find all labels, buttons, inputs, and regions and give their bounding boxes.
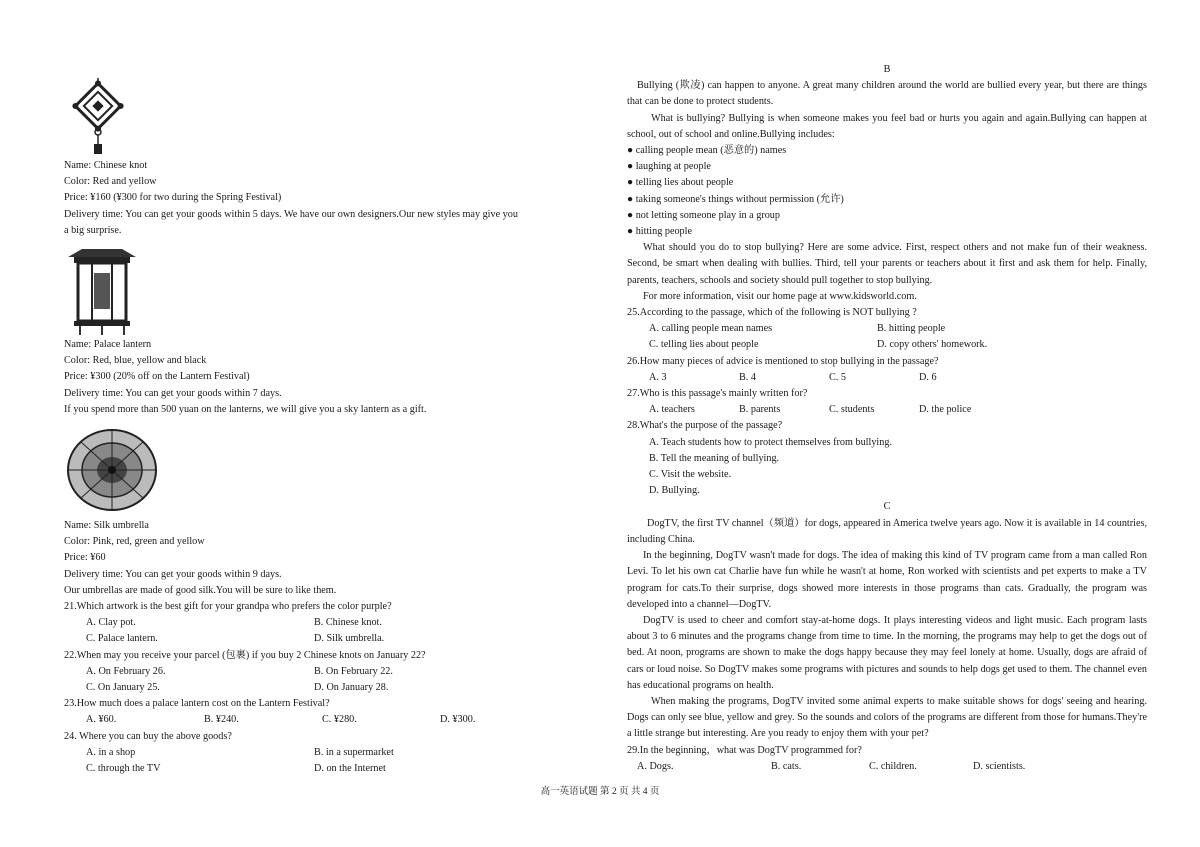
answer-option[interactable]: B. On February 22. xyxy=(314,665,393,677)
answer-option[interactable]: D. 6 xyxy=(919,371,937,383)
option-row xyxy=(627,370,1147,386)
answer-option[interactable]: B. 4 xyxy=(739,371,756,383)
item3-note: Our umbrellas are made of good silk.You will be sure to like them. xyxy=(64,584,337,596)
silk-umbrella-image xyxy=(64,418,164,518)
answer-option[interactable]: C. telling lies about people xyxy=(649,339,759,351)
passage-c-p2: In the beginning, DogTV wasn't made for dogs. The idea of making this kind of TV program came from a man called Ron Levi. To let his own cat Charlie have fun while he wasn't at home, Ron worked with scientists and pet experts to make a TV program for cats.To their surprise, dogs showed more interests in those programs than cats. Gradually, the program was developed into a channel—DogTV. xyxy=(627,550,1147,610)
question-stem: 26.How many pieces of advice is mentioned to stop bullying in the passage? xyxy=(627,355,939,367)
answer-option[interactable]: D. copy others' homework. xyxy=(877,339,988,351)
answer-option[interactable]: C. Palace lantern. xyxy=(86,633,158,645)
chinese-knot-image xyxy=(64,78,144,158)
page-footer: 高一英语试题 第 2 页 共 4 页 xyxy=(540,787,660,797)
item1-name: Name: Chinese knot xyxy=(64,160,148,171)
palace-lantern-image xyxy=(64,247,144,337)
item2-gift: If you spend more than 500 yuan on the lanterns, we will give you a sky lantern as a gift. xyxy=(64,403,427,415)
option-row xyxy=(64,615,564,631)
answer-option[interactable]: A. 3 xyxy=(649,371,667,383)
answer-option[interactable]: A. Clay pot. xyxy=(86,617,136,629)
answer-option[interactable]: D. Silk umbrella. xyxy=(314,633,385,645)
section-b-heading: B xyxy=(883,64,891,75)
passage-b-p2: What is bullying? Bullying is when someone makes you feel bad or hurts you again and again.Bullying can happen at school, out of school and online.Bullying includes: xyxy=(627,112,1147,140)
item1-delivery: Delivery time: You can get your goods within 5 days. We have our own designers.Our new styles may give you xyxy=(64,208,518,220)
question-stem: 28.What's the purpose of the passage? xyxy=(627,420,783,432)
answer-option[interactable]: A. On February 26. xyxy=(86,665,166,677)
answer-option[interactable]: C. ¥280. xyxy=(322,714,357,726)
option-row xyxy=(627,483,1147,499)
item3-name: Name: Silk umbrella xyxy=(64,520,149,532)
bullet-item: ● taking someone's things without permission (允许) xyxy=(627,193,844,205)
option-row xyxy=(627,337,1147,353)
bullet-item: ● calling people mean (恶意的) names xyxy=(627,145,787,157)
passage-b-p4: For more information, visit our home page at www.kidsworld.com. xyxy=(643,290,917,302)
q29-options xyxy=(627,759,1147,775)
option-row xyxy=(627,467,1147,483)
option-row xyxy=(627,402,1147,418)
answer-option[interactable]: B. ¥240. xyxy=(204,714,239,726)
item1-price: Price: ¥160 (¥300 for two during the Spring Festival) xyxy=(64,192,282,204)
right-column xyxy=(627,0,1147,775)
answer-option[interactable]: C. Visit the website. xyxy=(649,469,732,481)
item2-delivery: Delivery time: You can get your goods within 7 days. xyxy=(64,387,282,399)
answer-option[interactable]: A. in a shop xyxy=(86,746,136,758)
option-row xyxy=(64,631,564,647)
bullet-item: ● not letting someone play in a group xyxy=(627,209,780,221)
q29-option-a[interactable]: A. Dogs. xyxy=(637,760,674,772)
answer-option[interactable]: A. ¥60. xyxy=(86,714,117,726)
answer-option[interactable]: A. calling people mean names xyxy=(649,323,773,335)
questions-b xyxy=(627,305,1147,499)
passage-c-p3: DogTV is used to cheer and comfort stay-at-home dogs. It plays interesting videos and light music. Each program lasts about 3 to 6 minutes and the programs change from time to time. In the morning, the programs may help to get the dogs out of bed. At noon, programs are shown to make the dogs happy because they may feel lonely at home. Usually, dogs are afraid of cars or loud noise. So DogTV makes some programs with pictures and sounds to help dogs get used to them. The channel even has educational programs on health. xyxy=(627,614,1147,691)
answer-option[interactable]: B. Chinese knot. xyxy=(314,617,382,629)
item3-delivery: Delivery time: You can get your goods within 9 days. xyxy=(64,568,282,580)
bullet-item: ● telling lies about people xyxy=(627,177,734,189)
answer-option[interactable]: B. hitting people xyxy=(877,323,946,335)
left-questions xyxy=(64,599,564,777)
answer-option[interactable]: D. On January 28. xyxy=(314,682,389,694)
option-row xyxy=(64,745,564,761)
bullying-list xyxy=(627,143,1147,240)
passage-b-p1: Bullying (欺凌) can happen to anyone. A great many children around the world are bullied every year, but there are things that can be done to protect students. xyxy=(627,80,1147,108)
answer-option[interactable]: C. 5 xyxy=(829,371,846,383)
item3-price: Price: ¥60 xyxy=(64,552,106,564)
question-stem: 27.Who is this passage's mainly written for? xyxy=(627,388,808,400)
bullet-item: ● laughing at people xyxy=(627,161,711,173)
option-row xyxy=(627,435,1147,451)
q29-option-d[interactable]: D. scientists. xyxy=(973,760,1026,772)
q29-option-c[interactable]: C. children. xyxy=(869,760,917,772)
q29-option-b[interactable]: B. cats. xyxy=(771,760,802,772)
answer-option[interactable]: A. teachers xyxy=(649,404,695,416)
answer-option[interactable]: D. on the Internet xyxy=(314,763,386,775)
option-row xyxy=(64,664,564,680)
item2-name: Name: Palace lantern xyxy=(64,339,152,351)
item1-delivery-cont: a big surprise. xyxy=(64,224,122,236)
bullet-item: ● hitting people xyxy=(627,226,693,238)
option-row xyxy=(64,712,564,728)
question-stem: 22.When may you receive your parcel (包裹) if you buy 2 Chinese knots on January 22? xyxy=(64,649,426,661)
passage-b-p3: What should you do to stop bullying? Here are some advice. First, respect others and not make fun of their weakness. Second, be smart when dealing with bullies. Third, tell your parents or teachers about it first and ask them for help. Finally, parents, teachers, schools and society should pull together to stop bullying. xyxy=(627,242,1147,286)
option-row xyxy=(627,321,1147,337)
q29-stem: 29.In the beginning，what was DogTV programmed for? xyxy=(627,744,862,756)
item2-color: Color: Red, blue, yellow and black xyxy=(64,355,207,367)
question-stem: 24. Where you can buy the above goods? xyxy=(64,730,232,742)
section-c-heading: C xyxy=(883,501,891,513)
passage-c-p1: DogTV, the first TV channel（频道）for dogs, appeared in America twelve years ago. Now it is available in 14 countries, including China. xyxy=(627,517,1147,545)
option-row xyxy=(627,451,1147,467)
left-column xyxy=(64,0,564,777)
option-row xyxy=(64,761,564,777)
answer-option[interactable]: B. Tell the meaning of bullying. xyxy=(649,452,780,464)
answer-option[interactable]: D. the police xyxy=(919,404,972,416)
question-stem: 25.According to the passage, which of the following is NOT bullying ? xyxy=(627,307,917,319)
answer-option[interactable]: C. On January 25. xyxy=(86,682,160,694)
item2-price: Price: ¥300 (20% off on the Lantern Festival) xyxy=(64,371,250,383)
answer-option[interactable]: C. through the TV xyxy=(86,763,161,775)
answer-option[interactable]: D. ¥300. xyxy=(440,714,476,726)
answer-option[interactable]: B. in a supermarket xyxy=(314,746,394,758)
passage-c-p4: When making the programs, DogTV invited some animal experts to make suitable shows for dogs' seeing and hearing. Dogs can only see blue, yellow and grey. So the sounds and colors of the programs are different from those for humans.They're a little strange but interesting. Are you ready to enjoy them with your pet? xyxy=(627,695,1147,740)
question-stem: 23.How much does a palace lantern cost on the Lantern Festival? xyxy=(64,698,330,710)
item1-color: Color: Red and yellow xyxy=(64,176,157,188)
answer-option[interactable]: D. Bullying. xyxy=(649,485,700,497)
answer-option[interactable]: A. Teach students how to protect themselves from bullying. xyxy=(649,436,892,448)
answer-option[interactable]: B. parents xyxy=(739,404,781,416)
item3-color: Color: Pink, red, green and yellow xyxy=(64,536,205,548)
answer-option[interactable]: C. students xyxy=(829,404,875,416)
question-stem: 21.Which artwork is the best gift for your grandpa who prefers the color purple? xyxy=(64,601,392,613)
option-row xyxy=(64,680,564,696)
